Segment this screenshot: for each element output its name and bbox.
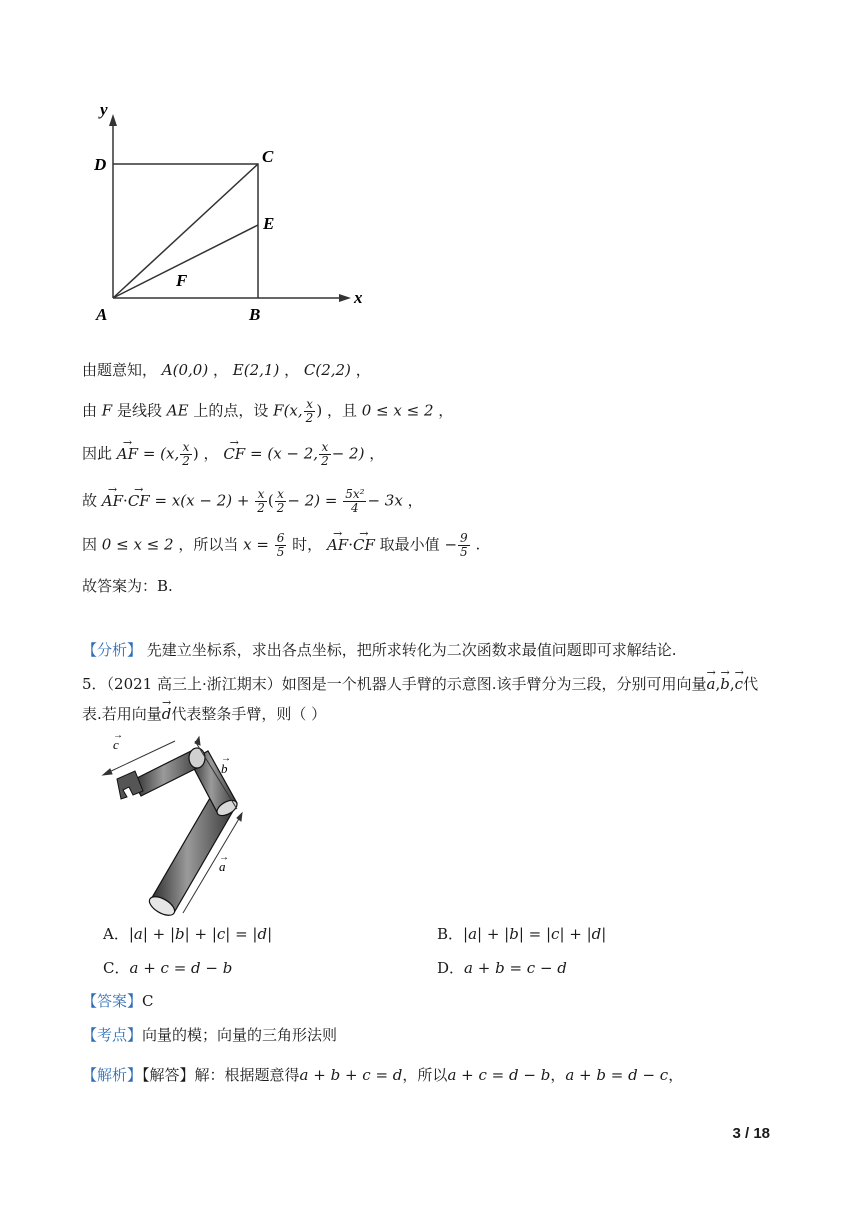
arm-label-a: a — [219, 859, 226, 874]
option-D: D．a + b = c − d — [437, 959, 567, 977]
solution-line-1: 由题意知， A(0,0) ， E(2,1) ， C(2,2) ， — [82, 361, 371, 379]
x-arrow-icon — [339, 294, 351, 302]
option-A: A．|a| + |b| + |c| = |d| — [103, 925, 273, 943]
label-C: C — [262, 147, 274, 166]
arm-label-c: c — [113, 737, 119, 752]
question5-line-1: 5．（2021 高三上·浙江期末）如图是一个机器人手臂的示意图.该手臂分为三段，分别可用向量→ a,→ b,→ c代 — [82, 672, 758, 696]
jiexi-row: 【解析】【解答】解：根据题意得a + b + c = d，所以a + c = d − b，a + b = d − c， — [82, 1066, 684, 1084]
option-C: C．a + c = d − b — [103, 959, 233, 977]
kaodian-row: 【考点】向量的模；向量的三角形法则 — [82, 1026, 338, 1044]
figure-robot-arm — [95, 733, 260, 918]
arrow-a-icon: → — [219, 852, 229, 863]
label-F: F — [176, 271, 188, 290]
solution-line-4: 故 → AF·→ CF = x(x − 2) + $\frac{x}{2}$ ( $\frac{x}{2}$ − 2) = $\frac{\text{5x²}}{4}$ − 3x ， — [82, 488, 423, 515]
label-y: y — [100, 100, 108, 119]
answer-line: 故答案为：B. — [82, 577, 173, 595]
label-A: A — [96, 305, 108, 324]
solution-line-5: 因 0 ≤ x ≤ 2 ，所以当 x = $\frac{6}{5}$ 时， → AF·→ CF 取最小值 − $\frac{9}{5}$ . — [82, 532, 480, 559]
question5-line-2: 表.若用向量→ d代表整条手臂，则（ ） — [82, 702, 326, 726]
y-arrow-icon — [109, 114, 117, 126]
analysis-text: 先建立坐标系，求出各点坐标，把所求转化为二次函数求最值问题即可求解结论. — [146, 641, 677, 659]
label-B: B — [249, 305, 261, 324]
figure-coordinate-square — [90, 95, 370, 330]
solution-line-3: 因此 → AF = (x, $\frac{x}{2}$ ) ， → CF = (x − 2, $\frac{x}{2}$ − 2) ， — [82, 441, 384, 468]
option-B: B．|a| + |b| = |c| + |d| — [437, 925, 607, 943]
analysis-tag: 【分析】 — [82, 641, 143, 659]
solution-line-2: 由 F 是线段 AE 上的点，设 F(x, $\frac{x}{2}$ ) ，且 0 ≤ x ≤ 2 ， — [82, 397, 454, 425]
arrow-c-icon: → — [113, 733, 123, 741]
analysis-line — [82, 638, 677, 662]
label-E: E — [263, 214, 275, 233]
answer-row: 【答案】C — [82, 992, 154, 1010]
arrow-b-icon: → — [221, 753, 231, 764]
page-number: 3 / 18 — [732, 1125, 770, 1142]
arm-label-b: b — [221, 761, 228, 776]
label-x: x — [354, 288, 363, 307]
label-D: D — [94, 155, 107, 174]
